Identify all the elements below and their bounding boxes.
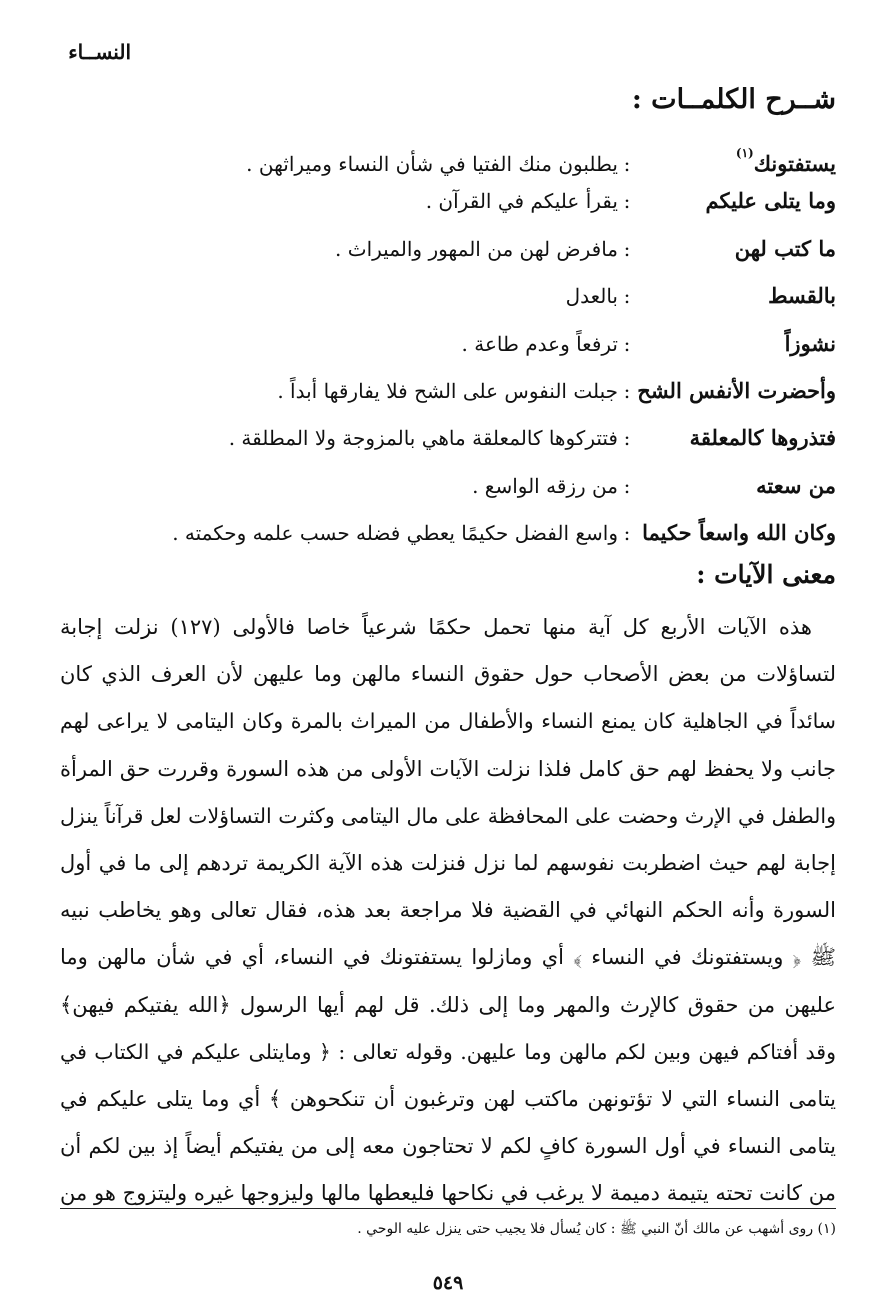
vocabulary-definition: من رزقه الواسع . [472,473,618,498]
colon-separator: : [623,189,631,214]
vocabulary-entry [56,225,836,272]
vocabulary-definition: يقرأ عليكم في القرآن . [425,189,618,214]
colon-separator: : [623,473,631,498]
colon-separator: : [623,331,631,356]
paragraph-line: إجابة لهم حيث اضطربت نفوسهم لما نزل فنزلت هذه الآية الكريمة تردهم إلى ما في أول [60,850,836,875]
vocabulary-entry [56,462,836,509]
term-text: يستفتونك [753,151,836,176]
vocabulary-entry [56,320,836,367]
vocabulary-definition: واسع الفضل حكيمًا يعطي فضله حسب علمه وحكمته . [172,521,618,546]
vocabulary-term: فتذروها كالمعلقة [689,425,836,451]
vocabulary-entry [56,414,836,461]
paragraph-line: والطفل في الإرث وحضت على المحافظة على مال اليتامى وكثرت التساؤلات لعل قرآناً ينزل [60,803,836,828]
paragraph-line: من كانت تحته يتيمة دميمة لا يرغب في نكاحها فليعطها مالها وليزوجها غيره وليتزوج هو من [60,1181,836,1206]
colon-separator: : [623,426,631,451]
footnote-marker: (١) [735,146,754,160]
paragraph-line: هذه الآيات الأربع كل آية منها تحمل حكمًا شرعياً خاصا فالأولى (١٢٧) نزلت إجابة [60,615,813,639]
vocabulary-term: من سعته [756,472,836,498]
vocabulary-entry [56,272,836,319]
vocabulary-term: ما كتب لهن [734,235,836,261]
vocabulary-list [56,130,836,557]
colon-separator: : [623,152,631,176]
vocabulary-definition: فتتركوها كالمعلقة ماهي بالمزوجة ولا المطلقة . [228,426,618,451]
paragraph-line: ﷺ ﴿ ويستفتونك في النساء ﴾ أي ومازلوا يستفتونك في النساء، أي في شأن مالهن وما [60,945,836,970]
vocabulary-definition: بالعدل [565,284,618,309]
meaning-paragraph [60,604,836,1217]
vocabulary-definition: مافرض لهن من المهور والميراث . [335,236,618,261]
colon-separator: : [623,284,631,309]
vocabulary-title: شــرح الكلمــات : [631,84,836,115]
footnote: (١) روى أشهب عن مالك أنّ النبي ﷺ : كان يُسأل فلا يجيب حتى ينزل عليه الوحي . [357,1221,836,1237]
vocabulary-entry [56,177,836,224]
colon-separator: : [623,378,631,403]
paragraph-line: جانب ولا يحفظ لهم حق كامل فلذا نزلت الآيات الأولى من هذه السورة وقررت حق المرأة [60,756,836,781]
footnote-divider [60,1208,836,1209]
vocabulary-term: بالقسط [768,283,836,309]
vocabulary-definition: ترفعاً وعدم طاعة . [461,331,618,356]
paragraph-line: السورة وأنه الحكم النهائي في القضية فلا مراجعة بعد هذه، فقال تعالى وهو يخاطب نبيه [60,898,836,923]
vocabulary-term: نشوزاً [784,330,836,356]
vocabulary-entry [56,130,836,177]
paragraph-line: عليهن من حقوق كالإرث والمهر وما إلى ذلك. قل لهم أيها الرسول ﴿الله يفتيكم فيهن﴾ [60,992,836,1017]
paragraph-line: يتامى النساء في أول السورة كافٍ لكم لا تحتاجون معه إلى من يفتيكم أيضاً إذ بين لكم أن [60,1134,836,1159]
paragraph-line: لتساؤلات من بعض الأصحاب حول حقوق النساء مالهن وما عليهن لأن العرف الذي كان [60,662,836,687]
vocabulary-entry [56,367,836,414]
paragraph-line: سائداً في الجاهلية كان يمنع النساء والأطفال من الميراث بالمرة وكان اليتامى لا يراعى لهم [60,709,836,734]
colon-separator: : [623,521,631,546]
vocabulary-term: وكان الله واسعاً حكيما [642,520,836,546]
vocabulary-term: وأحضرت الأنفس الشح [637,377,836,403]
meaning-title: معنى الآيات : [696,560,836,589]
vocabulary-entry [56,509,836,556]
running-header: النســاء [68,40,131,64]
page-number: ٥٤٩ [432,1272,464,1294]
paragraph-line: وقد أفتاكم فيهن وبين لكم مالهن وما عليهن. وقوله تعالى : ﴿ ومايتلى عليكم في الكتاب في [60,1039,836,1064]
vocabulary-definition: جبلت النفوس على الشح فلا يفارقها أبداً . [277,378,618,403]
paragraph-line: يتامى النساء التي لا تؤتونهن ماكتب لهن وترغبون أن تنكحوهن ﴾ أي وما يتلى عليكم في [60,1086,836,1111]
colon-separator: : [623,236,631,261]
vocabulary-term: وما يتلى عليكم [705,188,836,214]
vocabulary-definition: يطلبون منك الفتيا في شأن النساء وميراثهن . [246,152,618,176]
